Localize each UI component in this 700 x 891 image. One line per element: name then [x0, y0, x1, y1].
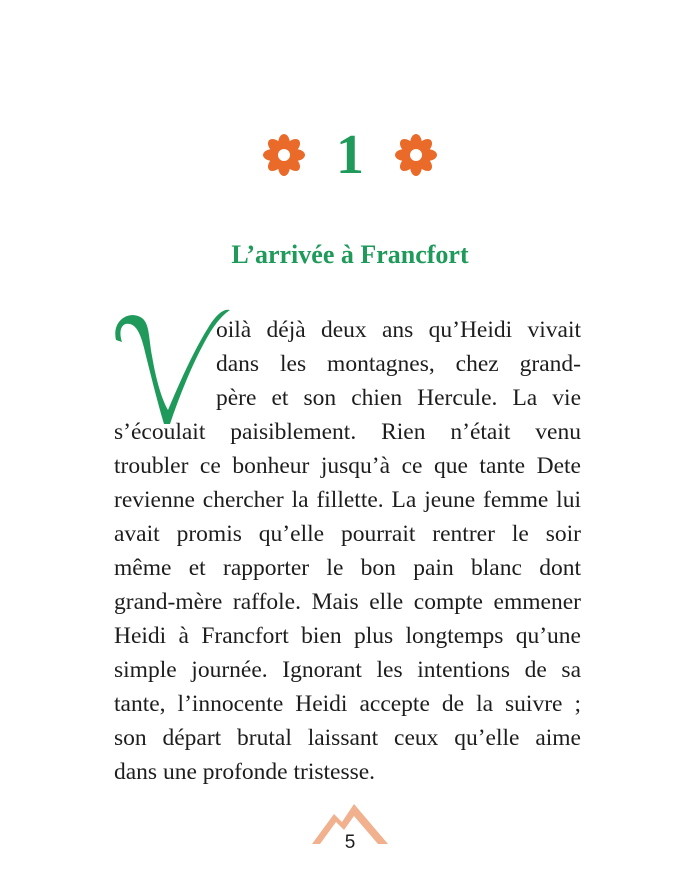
text-line: tante, l’innocente Heidi accepte de la suivre ; — [114, 691, 581, 717]
text-line: avait promis qu’elle pourrait rentrer le soir — [114, 521, 581, 547]
chapter-heading — [0, 120, 700, 190]
text-line: dans une profonde tristesse. — [114, 759, 376, 785]
text-line: père et son chien Hercule. La vie — [216, 385, 581, 411]
text-line: revienne chercher la fillette. La jeune femme lui — [114, 487, 581, 513]
text-line: son départ brutal laissant ceux qu’elle aime — [114, 725, 581, 751]
text-line: grand-mère raffole. Mais elle compte emmener — [114, 589, 581, 615]
text-line: simple journée. Ignorant les intentions de sa — [114, 657, 581, 683]
chapter-title: L’arrivée à Francfort — [231, 240, 469, 269]
chapter-body — [114, 313, 581, 789]
text-line: oilà déjà deux ans qu’Heidi vivait — [216, 317, 581, 343]
text-line: troubler ce bonheur jusqu’à ce que tante Dete — [114, 453, 581, 479]
page-number: 5 — [344, 832, 356, 853]
flower-icon — [394, 133, 438, 177]
chapter-number: 1 — [336, 124, 364, 186]
text-line: dans les montagnes, chez grand- — [216, 351, 581, 377]
flower-icon — [262, 133, 306, 177]
text-line: même et rapporter le bon pain blanc dont — [114, 555, 581, 581]
text-line: Heidi à Francfort bien plus longtemps qu’une — [114, 623, 581, 649]
text-line: s’écoulait paisiblement. Rien n’était venu — [114, 419, 581, 445]
